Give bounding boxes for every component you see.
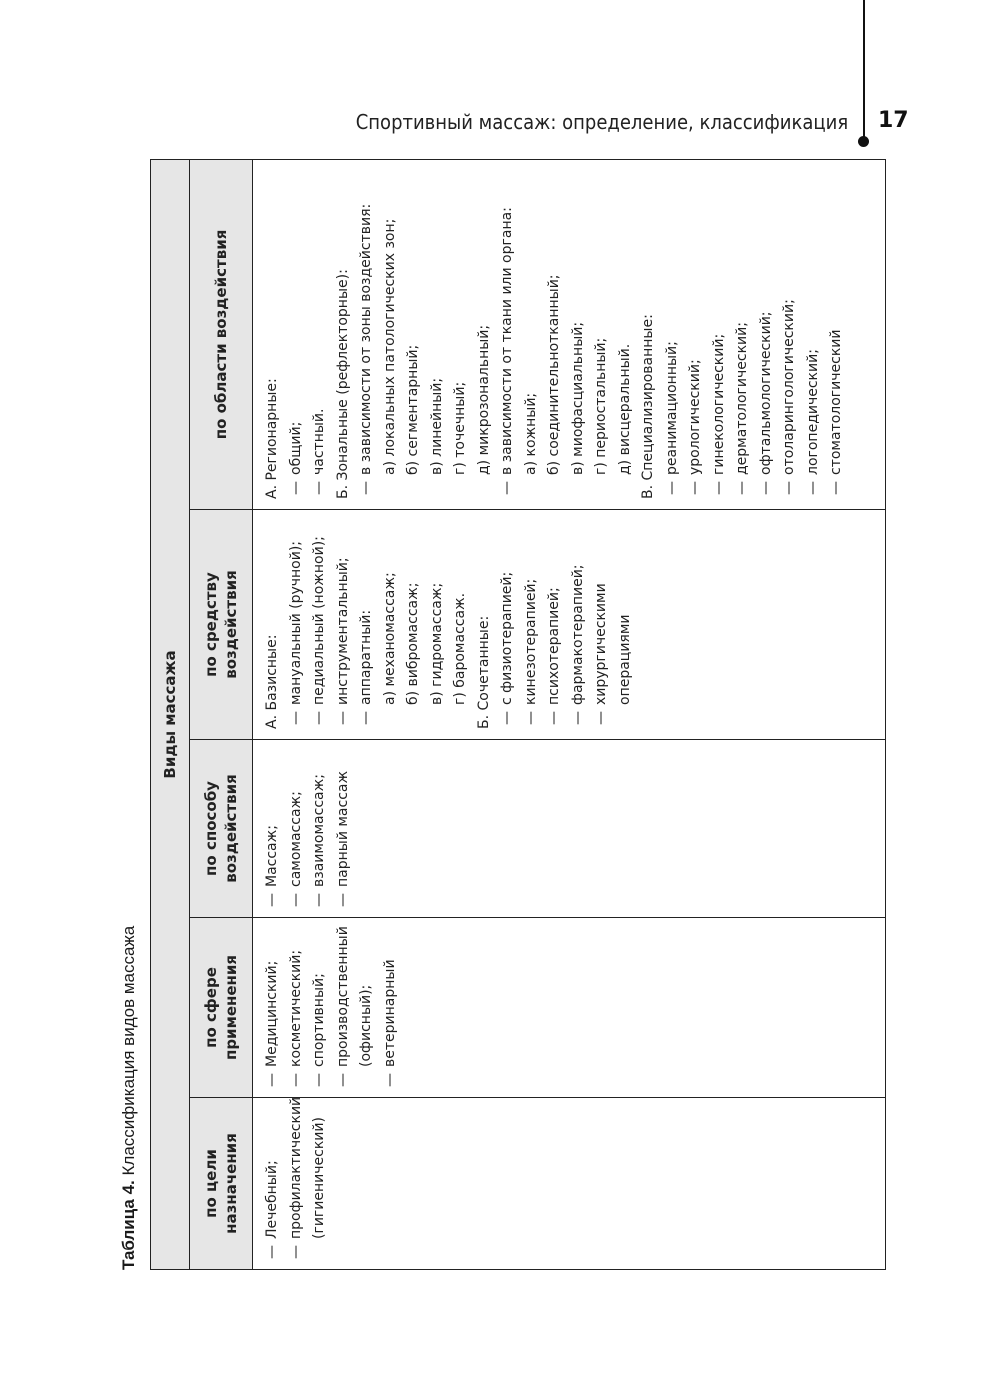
list-subitem: а) кожный; [522,392,539,475]
caption-text: Классификация видов массажа [119,925,138,1176]
purpose-list [261,1096,332,1259]
list-item: — мануальный (ручной); [285,518,309,729]
list-subitem: г) периостальный; [593,337,609,475]
means-list [261,518,637,729]
rotated-table-block [116,160,888,1270]
list-item: — аппаратный: [355,518,379,729]
list-item: — парный массаж [332,748,356,907]
cell-sphere [253,918,886,1098]
means-b-title: Б. Сочетанные: [475,615,492,729]
list-item: — педиальный (ножной); [308,518,332,729]
col-header-sphere: по сфере применения [190,918,253,1098]
list-item: — косметический; [285,926,309,1087]
means-a-title: А. Базисные: [264,634,280,729]
list-item: — фармакотерапией; [567,518,591,729]
list-subitem: в) миофасциальный; [569,321,586,475]
list-item: — кинезотерапией; [520,518,544,729]
list-item: — ветеринарный [379,926,403,1087]
page-number: 17 [878,108,909,133]
area-b-title: Б. Зональные (рефлекторные): [334,269,351,499]
list-item: — реанимационный; [661,168,685,499]
method-list [261,748,355,907]
header-bullet-dot [858,136,869,147]
area-a-title: А. Регионарные: [264,378,280,499]
area-list [261,168,849,499]
list-item: — с физиотерапией; [496,518,520,729]
area-tissue-intro: — в зависимости от ткани или органа: [496,168,520,499]
list-item: — взаимомассаж; [308,748,332,907]
list-item: — производственный (офисный); [332,926,379,1087]
list-item: — дерматологический; [731,168,755,499]
massage-classification-table [150,159,886,1270]
col-header-area: по области воздействия [190,159,253,509]
header-vertical-rule [863,0,865,140]
list-item: — профилактический (гигиенический) [285,1106,332,1259]
cell-area [253,159,886,509]
list-item: — Медицинский; [261,926,285,1087]
list-item: — Массаж; [261,748,285,907]
sphere-list [261,926,402,1087]
table-caption [116,926,142,1270]
list-item: — логопедический; [802,168,826,499]
list-subitem: г) точечный; [452,381,468,475]
caption-label: Таблица 4. [119,1180,138,1270]
list-subitem: б) сегментарный; [405,344,421,475]
col-header-purpose: по цели назначения [190,1098,253,1270]
list-subitem: а) механомассаж; [381,572,398,705]
list-subitem: а) локальных патологических зон; [381,218,398,475]
cell-means [253,510,886,740]
list-item: — общий; [285,168,309,499]
area-c-title: В. Специализированные: [640,314,656,499]
col-header-method: по способу воздействия [190,740,253,918]
col-header-means: по средству воздействия [190,510,253,740]
list-subitem: б) соединительнотканный; [546,274,562,475]
cell-purpose [253,1098,886,1270]
group-header: Виды массажа [151,159,190,1269]
list-item: — спортивный; [308,926,332,1087]
list-item: — хирургическими операциями [590,518,637,729]
area-zone-intro: — в зависимости от зоны воздействия: [355,168,379,499]
list-subitem: б) вибромассаж; [405,582,421,705]
list-subitem: в) линейный; [428,377,445,475]
list-item: — Лечебный; [261,1106,285,1259]
list-subitem: в) гидромассаж; [428,582,445,705]
list-item: — стоматологический [825,168,849,499]
list-subitem: д) микрозональный; [475,324,492,475]
cell-method [253,740,886,918]
list-item: — инструментальный; [332,518,356,729]
list-item: — урологический; [684,168,708,499]
list-item: — психотерапией; [543,518,567,729]
list-item: — самомассаж; [285,748,309,907]
list-item: — частный. [308,168,332,499]
running-title: Спортивный массаж: определение, классификация [355,110,848,134]
list-subitem: г) баромассаж. [452,592,468,705]
list-subitem: д) висцеральный. [616,343,633,475]
list-item: — гинекологический; [708,168,732,499]
list-item: — офтальмологический; [755,168,779,499]
list-item: — отоларингологический; [778,168,802,499]
